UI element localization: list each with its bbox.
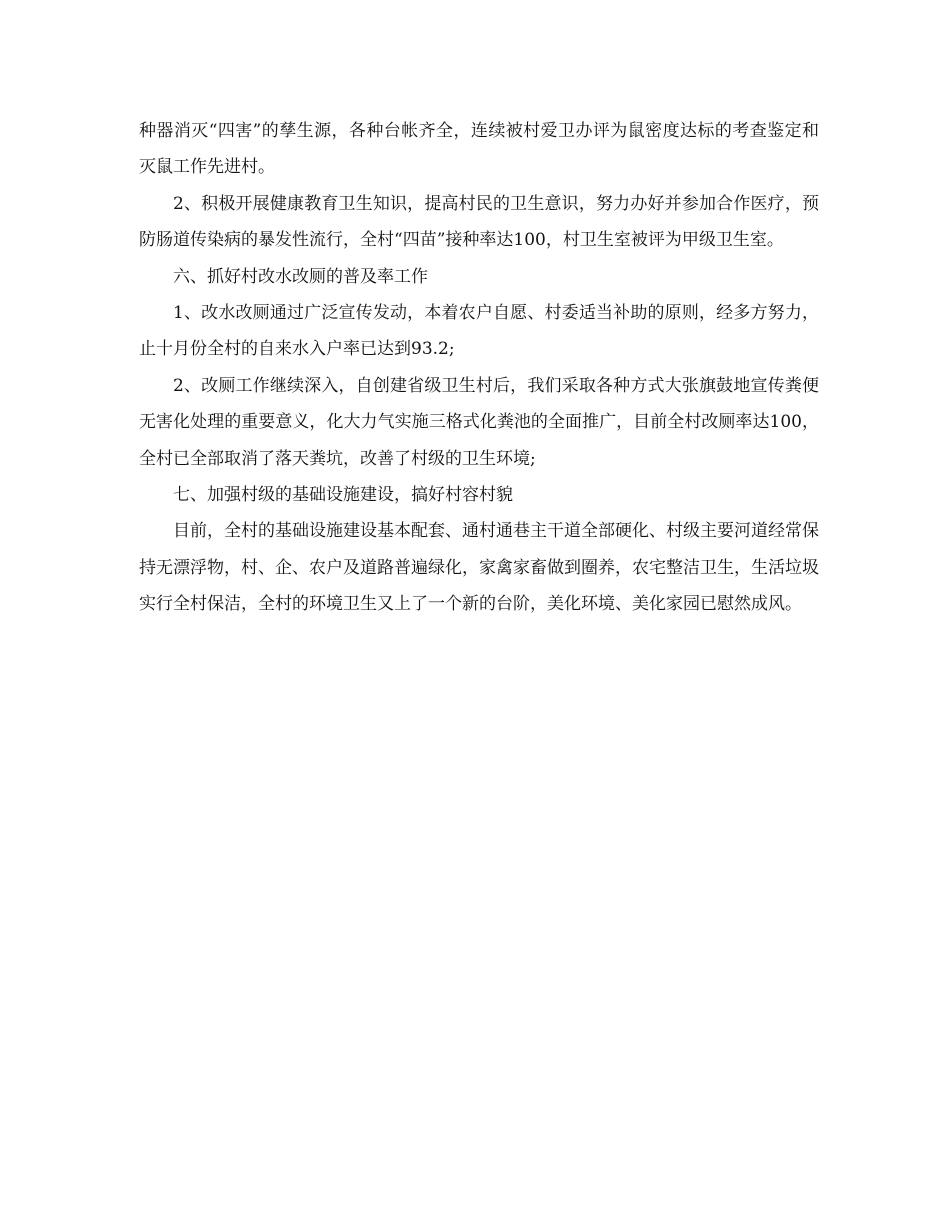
paragraph-1: 种器消灭“四害”的孳生源，各种台帐齐全，连续被村爱卫办评为鼠密度达标的考查鉴定和灭鼠工作先进村。 — [139, 121, 819, 178]
document-body — [139, 113, 819, 623]
section-heading-6: 六、抓好村改水改厕的普及率工作 — [173, 266, 428, 287]
paragraph-4: 2、改厕工作继续深入，自创建省级卫生村后，我们采取各种方式大张旗鼓地宣传粪便无害化处理的重要意义，化大力气实施三格式化粪池的全面推广，目前全村改厕率达100，全村已全部取消了落天粪坑，改善了村级的卫生环境; — [139, 375, 819, 469]
paragraph-2: 2、积极开展健康教育卫生知识，提高村民的卫生意识，努力办好并参加合作医疗，预防肠道传染病的暴发性流行，全村“四苗”接种率达100，村卫生室被评为甲级卫生室。 — [139, 193, 819, 251]
section-heading-7: 七、加强村级的基础设施建设，搞好村容村貌 — [173, 485, 513, 506]
paragraph-3: 1、改水改厕通过广泛宣传发动，本着农户自愿、村委适当补助的原则，经多方努力，止十月份全村的自来水入户率已达到93.2; — [139, 303, 819, 360]
paragraph-5: 目前，全村的基础设施建设基本配套、通村通巷主干道全部硬化、村级主要河道经常保持无漂浮物，村、企、农户及道路普遍绿化，家禽家畜做到圈养，农宅整洁卫生，生活垃圾实行全村保洁，全村的环境卫生又上了一个新的台阶，美化环境、美化家园已慰然成风。 — [139, 521, 819, 615]
